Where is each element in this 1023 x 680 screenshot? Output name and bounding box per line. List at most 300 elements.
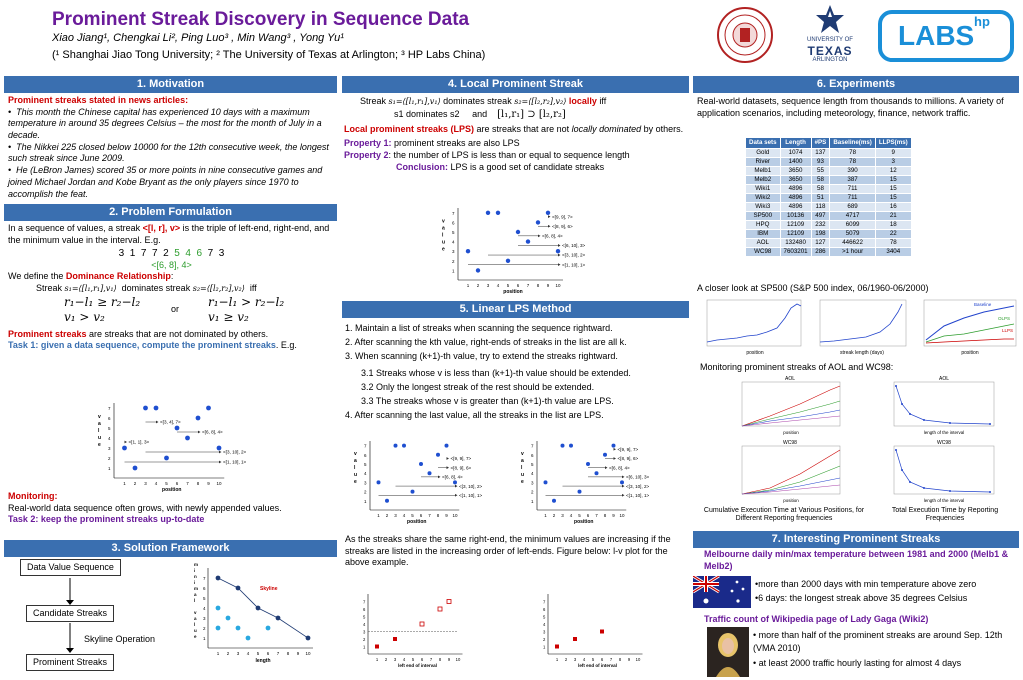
table-header-cell: #PS bbox=[811, 138, 830, 149]
table-cell: 9 bbox=[875, 148, 911, 157]
melbourne-title: Melbourne daily min/max temperature between 1981 and 2000 (Melb1 & Melb2) bbox=[704, 549, 1009, 571]
streak-label: <[3, 4], 7> bbox=[160, 419, 181, 425]
lv-plot-right bbox=[530, 584, 650, 676]
dominated-point bbox=[236, 626, 241, 631]
streak-label: <[9, 9], 7> bbox=[552, 214, 573, 220]
aol-total-chart bbox=[880, 374, 1000, 436]
data-point bbox=[122, 446, 127, 451]
lps-body bbox=[342, 93, 689, 173]
streak-label: <[8, 9], 6> bbox=[552, 223, 573, 229]
table-cell: 390 bbox=[830, 166, 876, 175]
table-cell: 118 bbox=[811, 202, 830, 211]
tick-label: 1 bbox=[466, 283, 470, 288]
dominated-point bbox=[216, 626, 221, 631]
tick-label: 2 bbox=[384, 657, 388, 662]
tick-label: 5 bbox=[364, 462, 367, 467]
tick-label: 4 bbox=[496, 283, 500, 288]
column-left bbox=[4, 76, 337, 352]
property-1: Property 1: prominent streaks are also LPS bbox=[344, 138, 520, 149]
tick-label: 6 bbox=[543, 607, 546, 612]
y-axis-label: l bbox=[194, 622, 196, 627]
authors: Xiao Jiang¹, Chengkai Li², Ping Luo³ , Min Wang³ , Yong Yu¹ bbox=[52, 32, 344, 44]
streak-label: <[6, 8], 4> bbox=[202, 429, 223, 435]
tick-label: 5 bbox=[531, 462, 534, 467]
lps-conclusion: Conclusion: LPS is a good set of candidate streaks bbox=[396, 161, 605, 172]
data-point bbox=[620, 480, 624, 484]
dominated-point bbox=[266, 626, 271, 631]
y-axis-label: i bbox=[194, 568, 196, 573]
lv-point bbox=[555, 645, 559, 649]
tick-label: 8 bbox=[536, 283, 540, 288]
tick-label: 7 bbox=[609, 657, 613, 662]
tick-label: 7 bbox=[108, 406, 111, 411]
data-point bbox=[385, 499, 389, 503]
example-sequence: 3 1 7 7 2 5 4 6 7 3 bbox=[118, 247, 225, 259]
table-cell: 387 bbox=[830, 175, 876, 184]
tick-label: 10 bbox=[619, 513, 625, 518]
dominance-def: We define the Dominance Relationship: bbox=[8, 271, 174, 282]
tick-label: 1 bbox=[363, 644, 366, 650]
streak-label: <[9, 9], 7> bbox=[617, 446, 639, 452]
svg-text:AOL: AOL bbox=[784, 376, 796, 382]
tick-label: 1 bbox=[543, 644, 546, 650]
table-cell: Wiki1 bbox=[746, 184, 781, 193]
table-cell: 198 bbox=[811, 229, 830, 238]
monitor-caption: Monitoring prominent streaks of AOL and WC98: bbox=[700, 362, 894, 372]
tick-label: 3 bbox=[363, 629, 366, 635]
tick-label: 3 bbox=[108, 446, 111, 451]
sp500-streak-chart bbox=[810, 296, 910, 356]
table-cell: 12109 bbox=[780, 220, 811, 229]
data-point bbox=[394, 444, 398, 448]
australia-flag bbox=[693, 576, 751, 608]
streak-arrow bbox=[614, 448, 617, 451]
table-row bbox=[746, 220, 912, 229]
table-cell: 4896 bbox=[780, 202, 811, 211]
melbourne-bullet: •6 days: the longest streak above 35 degrees Celsius bbox=[755, 592, 968, 603]
lady-gaga-photo bbox=[707, 627, 749, 677]
skyline-point bbox=[256, 606, 261, 611]
hp-labs-logo: LABS hp bbox=[878, 10, 1014, 62]
streak-label: <[1, 10], 1> bbox=[223, 459, 247, 465]
table-cell: 3650 bbox=[780, 175, 811, 184]
lv-point bbox=[393, 637, 397, 641]
flow-data-value-sequence: Data Value Sequence bbox=[20, 559, 121, 576]
streak-arrow bbox=[447, 466, 450, 469]
table-cell: 18 bbox=[875, 220, 911, 229]
y-axis-label: l bbox=[194, 598, 196, 603]
data-point bbox=[217, 446, 222, 451]
experiments-table-wrap bbox=[745, 137, 912, 257]
streak-arrow bbox=[605, 466, 608, 469]
y-axis-label: e bbox=[521, 478, 524, 485]
streak-label: <[3, 10], 2> bbox=[562, 252, 586, 258]
data-point bbox=[196, 416, 201, 421]
table-cell: 132480 bbox=[780, 238, 811, 247]
tick-label: 3 bbox=[364, 480, 367, 486]
lv-point bbox=[375, 645, 379, 649]
streak-label: <[6, 8], 4> bbox=[542, 233, 563, 239]
tick-label: 1 bbox=[452, 268, 455, 274]
flow-skyline-operation: Skyline Operation bbox=[84, 634, 156, 644]
flow-prominent-streaks: Prominent Streaks bbox=[26, 654, 114, 671]
svg-text:position: position bbox=[746, 350, 764, 356]
data-point bbox=[546, 211, 550, 215]
table-cell: Wiki2 bbox=[746, 193, 781, 202]
tick-label: 6 bbox=[600, 657, 604, 662]
section-lps-header: 4. Local Prominent Streak bbox=[342, 76, 689, 93]
data-point bbox=[164, 456, 169, 461]
skyline-point bbox=[276, 616, 281, 621]
fig-caption-cumulative: Cumulative Execution Time at Various Positions, for Different Reporting frequencies bbox=[703, 507, 865, 523]
data-point bbox=[552, 499, 556, 503]
streak-arrow bbox=[219, 461, 222, 464]
data-point bbox=[175, 426, 180, 431]
table-cell: 127 bbox=[811, 238, 830, 247]
svg-text:WC98: WC98 bbox=[783, 440, 797, 446]
y-axis-label: v bbox=[442, 218, 445, 225]
experiments-table bbox=[745, 137, 912, 257]
table-cell: 711 bbox=[830, 184, 876, 193]
step-1: 1. Maintain a list of streaks when scanning the sequence rightward. bbox=[345, 323, 613, 333]
x-axis-label: position bbox=[574, 519, 594, 525]
data-point bbox=[154, 406, 159, 411]
data-point bbox=[506, 259, 510, 263]
y-axis-label: l bbox=[521, 464, 523, 471]
y-axis-label: a bbox=[354, 457, 357, 464]
table-cell: 55 bbox=[811, 166, 830, 175]
tick-label: 4 bbox=[402, 513, 406, 518]
streak-arrow bbox=[548, 225, 551, 228]
y-axis-label: v bbox=[98, 414, 101, 420]
data-point bbox=[569, 444, 573, 448]
data-point bbox=[586, 462, 590, 466]
tick-label: 8 bbox=[438, 657, 442, 662]
svg-text:OLPS: OLPS bbox=[998, 316, 1011, 321]
streak-label: <[1, 10], 1> bbox=[459, 492, 483, 498]
motivation-lead: Prominent streaks stated in news articles: bbox=[8, 95, 189, 105]
table-cell: HPQ bbox=[746, 220, 781, 229]
data-point bbox=[402, 444, 406, 448]
monitoring-text: Real-world data sequence often grows, with newly appended values. bbox=[8, 502, 282, 513]
table-row bbox=[746, 247, 912, 256]
x-axis-label: left end of interval bbox=[578, 663, 617, 668]
y-axis-label: l bbox=[354, 464, 356, 471]
step-3-2: 3.2 Only the longest streak of the rest should be extended. bbox=[361, 381, 595, 392]
news-bullet: • The Nikkei 225 closed below 10000 for the 12th consecutive week, the longest such streak since June 2009. bbox=[8, 141, 329, 164]
tick-label: 2 bbox=[363, 637, 366, 642]
y-axis-label: a bbox=[194, 592, 197, 597]
tick-label: 2 bbox=[385, 513, 389, 518]
tick-label: 1 bbox=[555, 657, 559, 662]
table-cell: 78 bbox=[830, 148, 876, 157]
streak-label: <[1, 10], 1> bbox=[626, 492, 650, 498]
streak-arrow bbox=[198, 431, 201, 434]
table-cell: Melb1 bbox=[746, 166, 781, 175]
tick-label: 7 bbox=[276, 651, 280, 656]
section-motivation-header: 1. Motivation bbox=[4, 76, 337, 93]
skyline-point bbox=[236, 586, 241, 591]
data-point bbox=[466, 249, 470, 253]
table-cell: 12109 bbox=[780, 229, 811, 238]
streak-label: <[8, 9], 6> bbox=[617, 456, 639, 462]
streak-label: <[1, 10], 1> bbox=[562, 262, 586, 268]
section-experiments-header: 6. Experiments bbox=[693, 76, 1019, 93]
table-cell: IBM bbox=[746, 229, 781, 238]
tick-label: 4 bbox=[531, 471, 534, 477]
streak-arrow bbox=[447, 457, 450, 460]
lv-point bbox=[447, 600, 451, 604]
y-axis-label: m bbox=[194, 586, 199, 591]
x-axis-label: left end of interval bbox=[398, 663, 437, 668]
data-point bbox=[612, 444, 616, 448]
table-cell: 15 bbox=[875, 184, 911, 193]
svg-text:position: position bbox=[783, 498, 799, 503]
streak-arrow bbox=[622, 485, 625, 488]
table-cell: 3 bbox=[875, 157, 911, 166]
table-cell: 15 bbox=[875, 193, 911, 202]
data-point bbox=[536, 220, 540, 224]
svg-text:LLPS: LLPS bbox=[1002, 328, 1014, 333]
tick-label: 9 bbox=[612, 513, 615, 518]
tick-label: 5 bbox=[363, 614, 366, 620]
star-icon bbox=[815, 4, 845, 34]
tick-label: 3 bbox=[144, 481, 147, 486]
skyline-point bbox=[216, 576, 221, 581]
table-cell: 1074 bbox=[780, 148, 811, 157]
sp500-caption: A closer look at SP500 (S&P 500 index, 06/1960-06/2000) bbox=[697, 283, 929, 293]
data-point bbox=[206, 406, 211, 411]
y-axis-label: m bbox=[194, 562, 199, 567]
x-axis-label: position bbox=[407, 519, 427, 525]
tick-label: 2 bbox=[531, 489, 534, 495]
tick-label: 4 bbox=[569, 513, 573, 518]
table-cell: 51 bbox=[811, 193, 830, 202]
tick-label: 3 bbox=[236, 651, 240, 656]
task1: Task 1: given a data sequence, compute the prominent streaks. E.g. bbox=[8, 340, 297, 351]
column-right bbox=[693, 76, 1019, 119]
table-cell: AOL bbox=[746, 238, 781, 247]
tick-label: 7 bbox=[364, 443, 367, 449]
table-header-cell: Data sets bbox=[746, 138, 781, 149]
streak-arrow bbox=[455, 494, 458, 497]
tick-label: 3 bbox=[486, 283, 490, 288]
tick-label: 7 bbox=[186, 481, 189, 486]
data-point bbox=[185, 436, 190, 441]
property-2: Property 2: the number of LPS is less than or equal to sequence length bbox=[344, 150, 630, 161]
table-header-cell: Length bbox=[780, 138, 811, 149]
data-point bbox=[603, 453, 607, 457]
table-cell: 58 bbox=[811, 175, 830, 184]
svg-text:length of the interval: length of the interval bbox=[923, 498, 965, 503]
tick-label: 4 bbox=[203, 606, 206, 611]
streak-arrow bbox=[438, 475, 441, 478]
tick-label: 4 bbox=[108, 436, 111, 441]
tick-label: 10 bbox=[635, 657, 641, 662]
dominance-formulas: r₁−l₁ ≥ r₂−l₂ v₁ > v₂ or r₁−l₁ > r₂−l₂ v₁ ≥ v₂ bbox=[64, 294, 285, 324]
step-4: 4. After scanning the last value, all the streaks in the list are LPS. bbox=[345, 409, 604, 420]
y-axis-label: i bbox=[194, 580, 196, 585]
table-cell: >1 hour bbox=[830, 247, 876, 256]
tick-label: 5 bbox=[203, 596, 206, 601]
section-linear-lps-header: 5. Linear LPS Method bbox=[342, 301, 689, 318]
data-point bbox=[556, 249, 560, 253]
ut-arlington-logo: UNIVERSITY OF TEXAS ARLINGTON bbox=[800, 4, 860, 72]
streak-plot-scan-before bbox=[348, 438, 518, 530]
tick-label: 4 bbox=[246, 651, 250, 656]
dominated-point bbox=[226, 616, 231, 621]
streak-arrow bbox=[622, 475, 625, 478]
table-cell: 15 bbox=[875, 175, 911, 184]
tick-label: 9 bbox=[296, 651, 300, 656]
dominated-point bbox=[246, 636, 251, 641]
table-cell: 16 bbox=[875, 202, 911, 211]
table-header-cell: Baseline(ms) bbox=[830, 138, 876, 149]
aol-cumulative-chart bbox=[730, 374, 845, 436]
x-axis-label: length bbox=[255, 658, 271, 664]
data-point bbox=[496, 211, 500, 215]
wc98-cumulative-chart bbox=[730, 438, 845, 504]
sp500-value-chart bbox=[697, 296, 805, 356]
section-problem-header: 2. Problem Formulation bbox=[4, 204, 337, 221]
tick-label: 7 bbox=[429, 657, 433, 662]
tick-label: 6 bbox=[419, 513, 423, 518]
tick-label: 7 bbox=[543, 599, 546, 605]
table-cell: 4717 bbox=[830, 211, 876, 220]
melbourne-bullet: •more than 2000 days with min temperature above zero bbox=[755, 579, 977, 589]
table-cell: 711 bbox=[830, 193, 876, 202]
tick-label: 3 bbox=[394, 513, 397, 518]
wiki-title: Traffic count of Wikipedia page of Lady Gaga (Wiki2) bbox=[704, 614, 929, 624]
table-cell: 7603201 bbox=[780, 247, 811, 256]
tick-label: 9 bbox=[627, 657, 631, 662]
tick-label: 2 bbox=[452, 258, 455, 264]
table-row bbox=[746, 193, 912, 202]
tick-label: 8 bbox=[436, 513, 440, 518]
svg-text:position: position bbox=[961, 350, 979, 356]
data-point bbox=[377, 480, 381, 484]
y-axis-label: u bbox=[521, 471, 525, 478]
data-point bbox=[544, 480, 548, 484]
step-2: 2. After scanning the kth value, right-ends of streaks in the list are all k. bbox=[345, 336, 627, 347]
tick-label: 7 bbox=[531, 443, 534, 449]
table-cell: 78 bbox=[875, 238, 911, 247]
tick-label: 7 bbox=[595, 513, 598, 518]
tick-label: 6 bbox=[203, 586, 206, 591]
table-cell: 446622 bbox=[830, 238, 876, 247]
table-cell: WC98 bbox=[746, 247, 781, 256]
table-row bbox=[746, 211, 912, 220]
tick-label: 10 bbox=[455, 657, 461, 662]
tick-label: 5 bbox=[411, 513, 414, 518]
svg-text:Baseline: Baseline bbox=[974, 302, 992, 307]
tick-label: 3 bbox=[543, 629, 546, 635]
table-row bbox=[746, 157, 912, 166]
y-axis-label: u bbox=[98, 435, 102, 441]
tick-label: 2 bbox=[364, 489, 367, 495]
table-cell: Melb2 bbox=[746, 175, 781, 184]
y-axis-label: u bbox=[354, 471, 358, 478]
lps-def-line2: s1 dominates s2 and [l₁,r₁] ⊃ [l₂,r₂] bbox=[394, 108, 566, 120]
column-middle bbox=[342, 76, 689, 173]
tick-label: 5 bbox=[165, 481, 168, 486]
tick-label: 2 bbox=[203, 626, 206, 631]
tick-label: 2 bbox=[543, 637, 546, 642]
table-row bbox=[746, 166, 912, 175]
y-axis-label: a bbox=[521, 457, 524, 464]
wiki-bullet: • at least 2000 traffic hourly lasting for almost 4 days bbox=[753, 658, 962, 669]
news-bullet: • This month the Chinese capital has experienced 10 days with a maximum temperature in around 35 degrees Celsius – the most for the month of July in a decade. bbox=[8, 106, 322, 141]
y-axis-label: u bbox=[194, 628, 197, 633]
streak-label: <[6, 8], 4> bbox=[442, 474, 463, 480]
y-axis-label: e bbox=[354, 478, 357, 485]
tick-label: 1 bbox=[377, 513, 380, 518]
table-cell: 6099 bbox=[830, 220, 876, 229]
tick-label: 1 bbox=[544, 513, 547, 518]
tick-label: 4 bbox=[543, 622, 546, 627]
data-point bbox=[486, 211, 490, 215]
section-interesting bbox=[693, 531, 1019, 548]
lps-def-line1: Streak s₁=⟨[l₁,r₁],v₁⟩ dominates streak s₂=⟨[l₂,r₂],v₂⟩ locally iff bbox=[360, 96, 607, 106]
svg-text:AOL: AOL bbox=[938, 376, 950, 382]
table-row bbox=[746, 229, 912, 238]
streak-arrow bbox=[558, 254, 561, 257]
tick-label: 8 bbox=[196, 481, 200, 486]
tick-label: 1 bbox=[531, 498, 534, 504]
streak-arrow bbox=[558, 263, 561, 266]
tick-label: 5 bbox=[578, 513, 581, 518]
wiki-bullets bbox=[753, 629, 1017, 670]
table-row bbox=[746, 148, 912, 157]
tick-label: 5 bbox=[543, 614, 546, 620]
streak-label: <[8, 9], 6> bbox=[450, 465, 472, 471]
tick-label: 3 bbox=[203, 616, 206, 621]
tick-label: 4 bbox=[363, 622, 366, 627]
table-cell: 286 bbox=[811, 247, 830, 256]
lv-point bbox=[600, 630, 604, 634]
affiliations: (¹ Shanghai Jiao Tong University; ² The University of Texas at Arlington; ³ HP Labs China) bbox=[52, 49, 486, 61]
step-3-1: 3.1 Streaks whose v is less than (k+1)-th value should be extended. bbox=[361, 367, 631, 378]
table-row bbox=[746, 175, 912, 184]
table-cell: 3650 bbox=[780, 166, 811, 175]
svg-text:position: position bbox=[783, 430, 799, 435]
table-row bbox=[746, 238, 912, 247]
streak-label: <[6, 10], 3> bbox=[562, 243, 586, 249]
lv-point bbox=[420, 622, 424, 626]
prominent-def: Prominent streaks are streaks that are not dominated by others. bbox=[8, 328, 269, 339]
data-point bbox=[133, 466, 138, 471]
tick-label: 2 bbox=[226, 651, 230, 656]
wiki-bullet: • more than half of the prominent streaks are around Sep. 12th (VMA 2010) bbox=[753, 630, 1003, 653]
tick-label: 5 bbox=[411, 657, 415, 662]
x-axis-label: position bbox=[162, 487, 182, 493]
tick-label: 6 bbox=[586, 513, 590, 518]
svg-text:streak length (days): streak length (days) bbox=[840, 350, 884, 356]
table-cell: 12 bbox=[875, 166, 911, 175]
table-cell: 497 bbox=[811, 211, 830, 220]
tick-label: 8 bbox=[618, 657, 622, 662]
table-cell: 93 bbox=[811, 157, 830, 166]
tick-label: 4 bbox=[582, 657, 586, 662]
data-point bbox=[411, 490, 415, 494]
y-axis-label: a bbox=[98, 421, 101, 427]
monitoring-block bbox=[8, 491, 338, 526]
streak-plot-task1 bbox=[88, 398, 298, 498]
tick-label: 7 bbox=[363, 599, 366, 605]
svg-text:WC98: WC98 bbox=[937, 440, 951, 446]
y-axis-label: v bbox=[194, 610, 197, 615]
streak-arrow bbox=[125, 441, 128, 444]
